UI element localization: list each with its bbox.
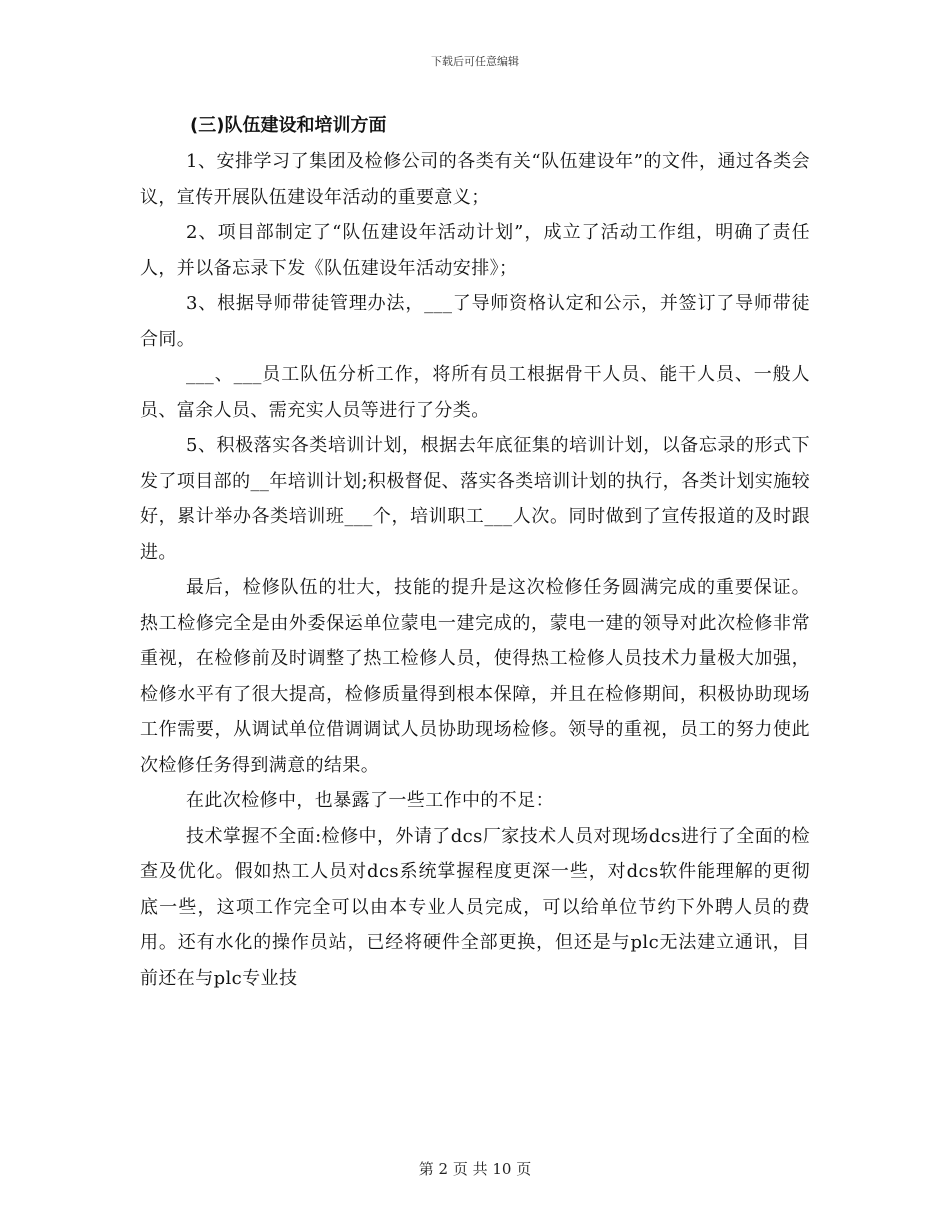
paragraph-4: ___、___员工队伍分析工作，将所有员工根据骨干人员、能干人员、一般人员、富余人员、需充实人员等进行了分类。 (140, 364, 810, 421)
page-footer: 第 2 页 共 10 页 (418, 1160, 532, 1178)
section-heading: (三)队伍建设和培训方面 (190, 115, 387, 136)
paragraph-8: 技术掌握不全面:检修中，外请了dcs厂家技术人员对现场dcs进行了全面的检查及优化。假如热工人员对dcs系统掌握程度更深一些，对dcs软件能理解的更彻底一些，这项工作完全可以由本专业人员完成，可以给单位节约下外聘人员的费用。还有水化的操作员站，已经将硬件全部更换，但还是与plc无法建立通讯，目前还在与plc专业技 (140, 825, 810, 989)
paragraph-3: 3、根据导师带徒管理办法，___了导师资格认定和公示，并签订了导师带徒合同。 (140, 293, 810, 350)
document-body (140, 110, 810, 996)
paragraph-1: 1、安排学习了集团及检修公司的各类有关“队伍建设年”的文件，通过各类会议，宣传开展队伍建设年活动的重要意义； (140, 151, 810, 208)
paragraph-6: 最后，检修队伍的壮大，技能的提升是这次检修任务圆满完成的重要保证。热工检修完全是由外委保运单位蒙电一建完成的，蒙电一建的领导对此次检修非常重视，在检修前及时调整了热工检修人员，使得热工检修人员技术力量极大加强，检修水平有了很大提高，检修质量得到根本保障，并且在检修期间，积极协助现场工作需要，从调试单位借调调试人员协助现场检修。领导的重视，员工的努力使此次检修任务得到满意的结果。 (140, 577, 810, 776)
paragraph-2: 2、项目部制定了“队伍建设年活动计划”，成立了活动工作组，明确了责任人，并以备忘录下发《队伍建设年活动安排》； (140, 222, 810, 279)
paragraph-7: 在此次检修中，也暴露了一些工作中的不足： (186, 790, 554, 811)
page-header: 下载后可任意编辑 (431, 55, 519, 68)
paragraph-5: 5、积极落实各类培训计划，根据去年底征集的培训计划，以备忘录的形式下发了项目部的__年培训计划;积极督促、落实各类培训计划的执行，各类计划实施较好，累计举办各类培训班___个，培训职工___人次。同时做到了宣传报道的及时跟进。 (140, 435, 810, 563)
